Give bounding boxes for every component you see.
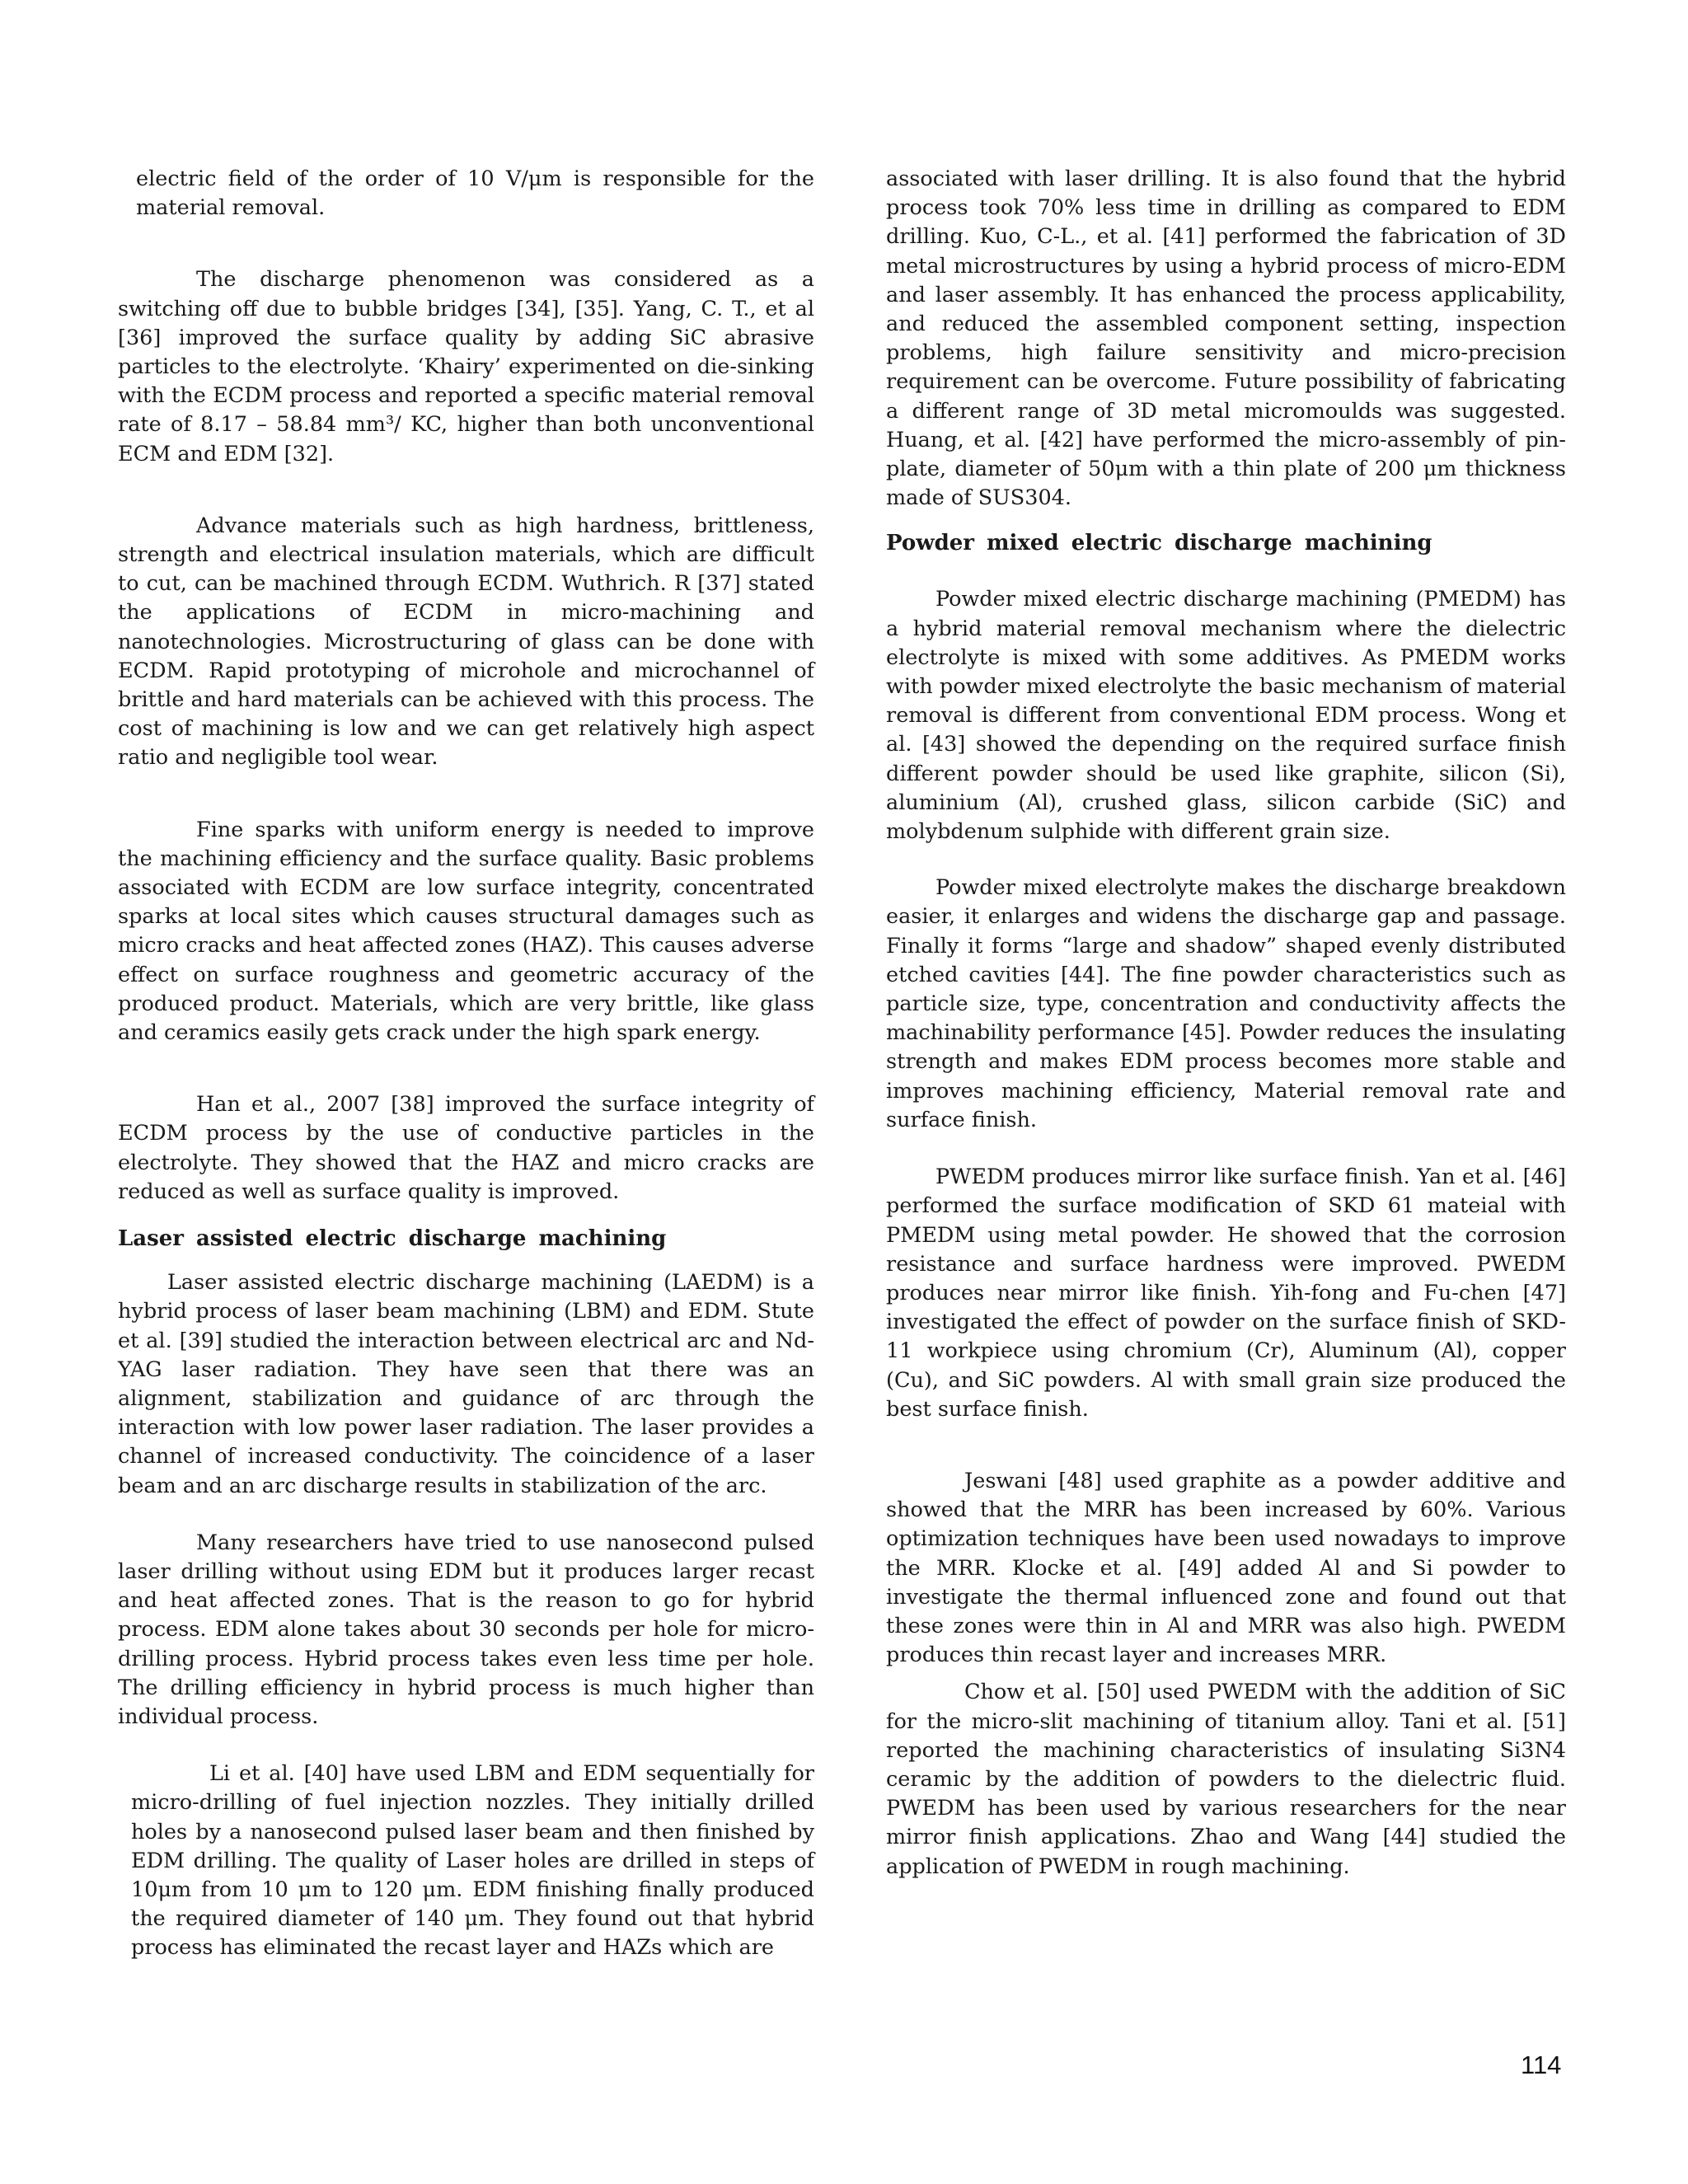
paragraph: electric field of the order of 10 V/μm is responsible for the material removal.	[136, 166, 814, 221]
paragraph: Advance materials such as high hardness, brittleness, strength and electrical insulation materials, which are difficult to cut, can be machined through ECDM. Wuthrich. R [37] stated the applications of ECDM in micro-machining and nanotechnologies. Microstructuring of glass can be done with ECDM. Rapid prototyping of microhole and microchannel of brittle and hard materials can be achieved with this process. The cost of machining is low and we can get relatively high aspect ratio and negligible tool wear.	[118, 513, 814, 771]
paragraph: The discharge phenomenon was considered as a switching off due to bubble bridges [34], [35]. Yang, C. T., et al [36] improved the surface quality by adding SiC abrasive particles to the electrolyte. ‘Khairy’ experimented on die-sinking with the ECDM process and reported a specific material removal rate of 8.17 – 58.84 mm³/ KC, higher than both unconventional ECM and EDM [32].	[118, 267, 814, 466]
paragraph: Jeswani [48] used graphite as a powder additive and showed that the MRR has been increased by 60%. Various optimization techniques have been used nowadays to improve the MRR. Klocke et al. [49] added Al and Si powder to investigate the thermal influenced zone and found out that these zones were thin in Al and MRR was also high. PWEDM produces thin recast layer and increases MRR.	[886, 1468, 1566, 1668]
paragraph: Chow et al. [50] used PWEDM with the addition of SiC for the micro-slit machining of titanium alloy. Tani et al. [51] reported the machining characteristics of insulating Si3N4 ceramic by the addition of powders to the dielectric fluid. PWEDM has been used by various researchers for the near mirror finish applications. Zhao and Wang [44] studied the application of PWEDM in rough machining.	[886, 1680, 1566, 1879]
paragraph: Many researchers have tried to use nanosecond pulsed laser drilling without using EDM but it produces larger recast and heat affected zones. That is the reason to go for hybrid process. EDM alone takes about 30 seconds per hole for micro-drilling process. Hybrid process takes even less time per hole. The drilling efficiency in hybrid process is much higher than individual process.	[118, 1530, 814, 1729]
page-number: 114	[1521, 2050, 1562, 2079]
section-heading: Powder mixed electric discharge machining	[886, 531, 1432, 556]
section-heading: Laser assisted electric discharge machining	[118, 1226, 667, 1252]
paragraph: Li et al. [40] have used LBM and EDM sequentially for micro-drilling of fuel injection nozzles. They initially drilled holes by a nanosecond pulsed laser beam and then finished by EDM drilling. The quality of Laser holes are drilled in steps of 10μm from 10 μm to 120 μm. EDM finishing finally produced the required diameter of 140 μm. They found out that hybrid process has eliminated the recast layer and HAZs which are	[131, 1761, 814, 1961]
paragraph: PWEDM produces mirror like surface finish. Yan et al. [46] performed the surface modification of SKD 61 mateial with PMEDM using metal powder. He showed that the corrosion resistance and surface hardness were improved. PWEDM produces near mirror like finish. Yih-fong and Fu-chen [47] investigated the effect of powder on the surface finish of SKD-11 workpiece using chromium (Cr), Aluminum (Al), copper (Cu), and SiC powders. Al with small grain size produced the best surface finish.	[886, 1165, 1566, 1422]
paragraph: Fine sparks with uniform energy is needed to improve the machining efficiency and the surface quality. Basic problems associated with ECDM are low surface integrity, concentrated sparks at local sites which causes structural damages such as micro cracks and heat affected zones (HAZ). This causes adverse effect on surface roughness and geometric accuracy of the produced product. Materials, which are very brittle, like glass and ceramics easily gets crack under the high spark energy.	[118, 817, 814, 1046]
right-column	[886, 165, 1566, 1882]
paragraph: Powder mixed electrolyte makes the discharge breakdown easier, it enlarges and widens the discharge gap and passage. Finally it forms “large and shadow” shaped evenly distributed etched cavities [44]. The fine powder characteristics such as particle size, type, concentration and conductivity affects the machinability performance [45]. Powder reduces the insulating strength and makes EDM process becomes more stable and improves machining efficiency, Material removal rate and surface finish.	[886, 875, 1566, 1132]
paragraph: associated with laser drilling. It is also found that the hybrid process took 70% less time in drilling as compared to EDM drilling. Kuo, C-L., et al. [41] performed the fabrication of 3D metal microstructures by using a hybrid process of micro-EDM and laser assembly. It has enhanced the process applicability, and reduced the assembled component setting, inspection problems, high failure sensitivity and micro-precision requirement can be overcome. Future possibility of fabricating a different range of 3D metal micromoulds was suggested. Huang, et al. [42] have performed the micro-assembly of pin-plate, diameter of 50μm with a thin plate of 200 μm thickness made of SUS304.	[886, 166, 1566, 511]
paragraph: Powder mixed electric discharge machining (PMEDM) has a hybrid material removal mechanism where the dielectric electrolyte is mixed with some additives. As PMEDM works with powder mixed electrolyte the basic mechanism of material removal is different from conventional EDM process. Wong et al. [43] showed the depending on the required surface finish different powder should be used like graphite, silicon (Si), aluminium (Al), crushed glass, silicon carbide (SiC) and molybdenum sulphide with different grain size.	[886, 587, 1566, 845]
paragraph: Han et al., 2007 [38] improved the surface integrity of ECDM process by the use of conductive particles in the electrolyte. They showed that the HAZ and micro cracks are reduced as well as surface quality is improved.	[118, 1092, 814, 1204]
left-column	[118, 165, 814, 1963]
paragraph: Laser assisted electric discharge machining (LAEDM) is a hybrid process of laser beam machining (LBM) and EDM. Stute et al. [39] studied the interaction between electrical arc and Nd-YAG laser radiation. They have seen that there was an alignment, stabilization and guidance of arc through the interaction with low power laser radiation. The laser provides a channel of increased conductivity. The coincidence of a laser beam and an arc discharge results in stabilization of the arc.	[118, 1270, 814, 1498]
